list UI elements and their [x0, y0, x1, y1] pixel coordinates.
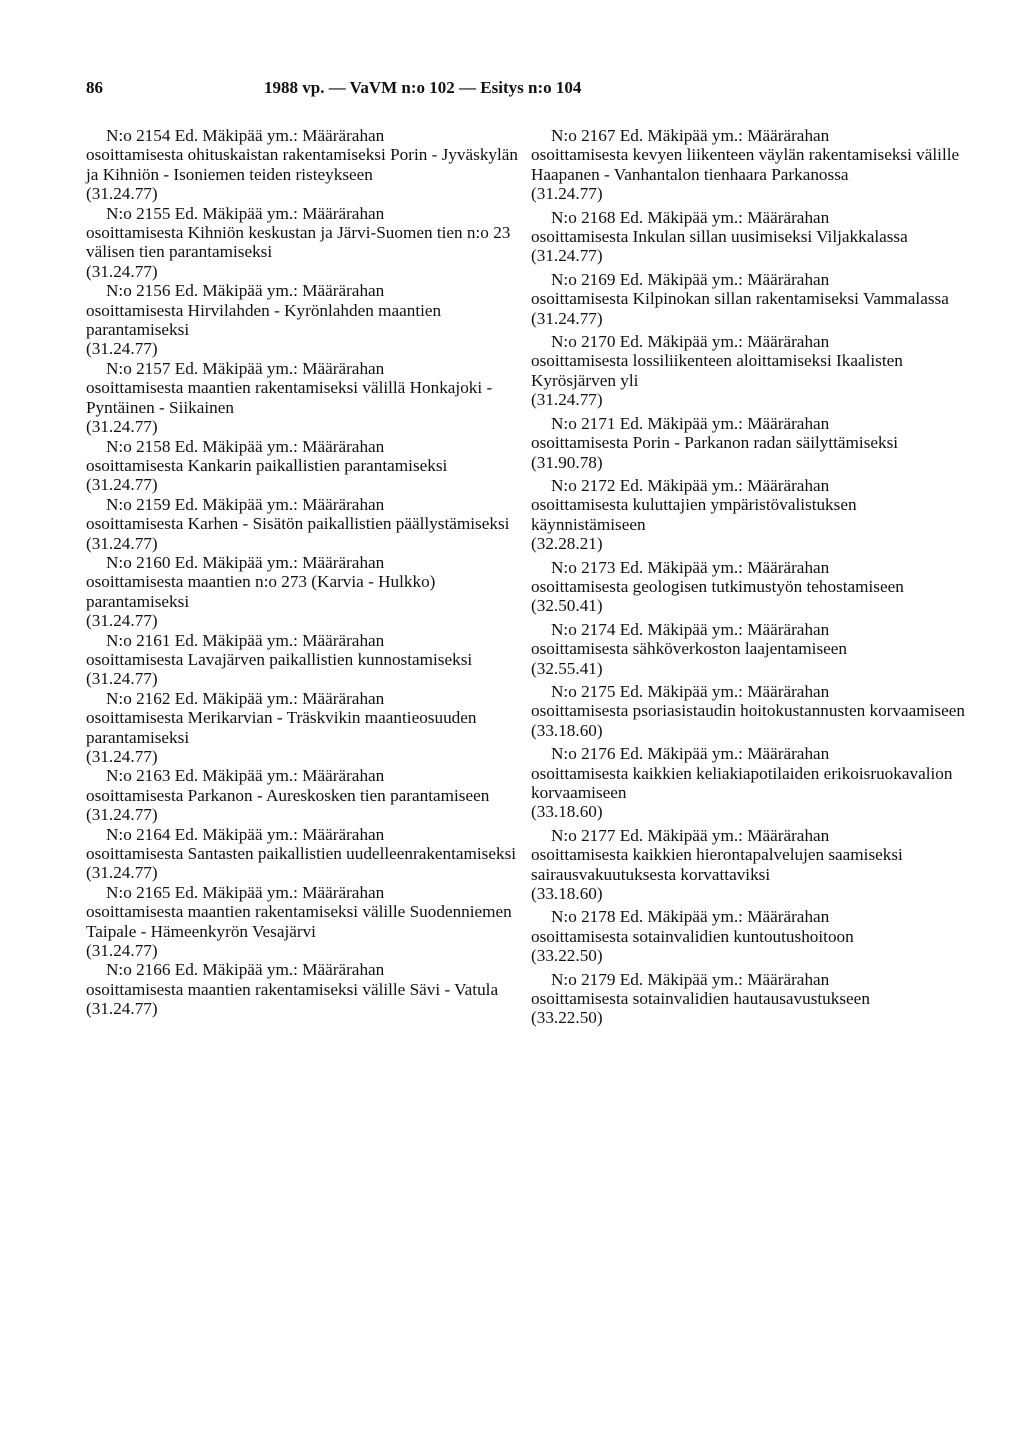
entry-code: (31.90.78)	[531, 452, 603, 472]
entry-body: osoittamisesta psoriasistaudin hoitokustannusten korvaamiseen	[531, 701, 965, 721]
motion-entry	[86, 281, 522, 359]
entry-heading: N:o 2169 Ed. Mäkipää ym.: Määrärahan	[551, 269, 830, 289]
entry-code: (31.24.77)	[86, 999, 158, 1019]
entry-heading: N:o 2170 Ed. Mäkipää ym.: Määrärahan	[551, 332, 830, 352]
entry-code: (31.24.77)	[86, 611, 158, 631]
left-column	[86, 126, 522, 1019]
motion-entry	[531, 476, 967, 554]
entry-body: osoittamisesta kaikkien keliakiapotilaiden erikoisruokavalion korvaamiseen	[531, 763, 953, 802]
entry-code: (31.24.77)	[531, 246, 603, 266]
entry-heading: N:o 2178 Ed. Mäkipää ym.: Määrärahan	[551, 907, 830, 927]
page-number: 86	[86, 78, 103, 97]
entry-body: osoittamisesta Parkanon - Aureskosken tien parantamiseen	[86, 785, 490, 805]
motion-entry	[86, 631, 522, 689]
entry-code: (33.18.60)	[531, 884, 603, 904]
entry-code: (31.24.77)	[86, 533, 158, 553]
entry-heading: N:o 2162 Ed. Mäkipää ym.: Määrärahan	[106, 688, 385, 708]
motion-entry	[86, 883, 522, 961]
entry-code: (31.24.77)	[86, 747, 158, 766]
entry-body: osoittamisesta maantien n:o 273 (Karvia - Hulkko) parantamiseksi	[86, 572, 436, 611]
entry-body: osoittamisesta lossiliikenteen aloittamiseksi Ikaalisten Kyrösjärven yli	[531, 351, 903, 390]
motion-entry	[86, 825, 522, 883]
motion-entry	[86, 204, 522, 282]
entry-heading: N:o 2160 Ed. Mäkipää ym.: Määrärahan	[106, 552, 385, 572]
motion-entry	[531, 126, 967, 204]
entry-heading: N:o 2168 Ed. Mäkipää ym.: Määrärahan	[551, 207, 830, 227]
motion-entry	[86, 689, 522, 767]
motion-entry	[86, 553, 522, 631]
entry-code: (32.55.41)	[531, 658, 603, 678]
entry-body: osoittamisesta sotainvalidien hautausavustukseen	[531, 989, 870, 1009]
entry-body: osoittamisesta sotainvalidien kuntoutushoitoon	[531, 926, 854, 946]
entry-body: osoittamisesta sähköverkoston laajentamiseen	[531, 639, 847, 659]
entry-code: (31.24.77)	[531, 184, 603, 204]
entry-body: osoittamisesta kuluttajien ympäristövalistuksen käynnistämiseen	[531, 495, 857, 534]
entry-body: osoittamisesta kevyen liikenteen väylän rakentamiseksi välille Haapanen - Vanhantalon tienhaara Parkanossa	[531, 145, 960, 184]
entry-code: (33.18.60)	[531, 720, 603, 740]
entry-heading: N:o 2155 Ed. Mäkipää ym.: Määrärahan	[106, 203, 385, 223]
entry-body: osoittamisesta Porin - Parkanon radan säilyttämiseksi	[531, 433, 899, 453]
motion-entry	[86, 359, 522, 437]
entry-heading: N:o 2158 Ed. Mäkipää ym.: Määrärahan	[106, 436, 385, 456]
entry-heading: N:o 2159 Ed. Mäkipää ym.: Määrärahan	[106, 494, 385, 514]
entry-body: osoittamisesta Santasten paikallistien uudelleenrakentamiseksi	[86, 844, 517, 864]
entry-code: (31.24.77)	[86, 339, 158, 359]
motion-entry	[86, 437, 522, 495]
entry-heading: N:o 2154 Ed. Mäkipää ym.: Määrärahan	[106, 126, 385, 145]
entry-code: (31.24.77)	[86, 941, 158, 961]
entry-heading: N:o 2172 Ed. Mäkipää ym.: Määrärahan	[551, 475, 830, 495]
entry-heading: N:o 2173 Ed. Mäkipää ym.: Määrärahan	[551, 557, 830, 577]
motion-entry	[531, 907, 967, 965]
entry-code: (31.24.77)	[86, 863, 158, 883]
entry-code: (31.24.77)	[531, 308, 603, 328]
motion-entry	[86, 126, 522, 204]
motion-entry	[531, 970, 967, 1028]
entry-heading: N:o 2161 Ed. Mäkipää ym.: Määrärahan	[106, 630, 385, 650]
right-column	[531, 126, 967, 1032]
entry-heading: N:o 2176 Ed. Mäkipää ym.: Määrärahan	[551, 744, 830, 764]
entry-heading: N:o 2166 Ed. Mäkipää ym.: Määrärahan	[106, 960, 385, 980]
entry-body: osoittamisesta maantien rakentamiseksi välille Suodenniemen Taipale - Hämeenkyrön Vesajärvi	[86, 902, 512, 941]
entry-body: osoittamisesta Lavajärven paikallistien kunnostamiseksi	[86, 649, 473, 669]
entry-body: osoittamisesta Inkulan sillan uusimiseksi Viljakkalassa	[531, 227, 908, 247]
entry-heading: N:o 2164 Ed. Mäkipää ym.: Määrärahan	[106, 824, 385, 844]
entry-body: osoittamisesta Kihniön keskustan ja Järvi-Suomen tien n:o 23 välisen tien parantamiseksi	[86, 223, 511, 262]
entry-body: osoittamisesta geologisen tutkimustyön tehostamiseen	[531, 576, 904, 596]
entry-heading: N:o 2179 Ed. Mäkipää ym.: Määrärahan	[551, 969, 830, 989]
entry-code: (31.24.77)	[86, 805, 158, 825]
entry-body: osoittamisesta maantien rakentamiseksi välillä Honkajoki - Pyntäinen - Siikainen	[86, 378, 493, 417]
entry-code: (31.24.77)	[86, 261, 158, 281]
entry-heading: N:o 2165 Ed. Mäkipää ym.: Määrärahan	[106, 882, 385, 902]
entry-code: (32.50.41)	[531, 596, 603, 616]
entry-heading: N:o 2163 Ed. Mäkipää ym.: Määrärahan	[106, 766, 385, 786]
entry-body: osoittamisesta ohituskaistan rakentamiseksi Porin - Jyväskylän ja Kihniön - Isoniemen teiden risteykseen	[86, 145, 519, 184]
entry-code: (31.24.77)	[86, 475, 158, 495]
motion-entry	[531, 270, 967, 328]
motion-entry	[531, 558, 967, 616]
motion-entry	[531, 620, 967, 678]
entry-code: (31.24.77)	[86, 184, 158, 204]
entry-code: (31.24.77)	[531, 390, 603, 410]
entry-code: (31.24.77)	[86, 669, 158, 689]
motion-entry	[531, 208, 967, 266]
entry-code: (32.28.21)	[531, 534, 603, 554]
entry-heading: N:o 2156 Ed. Mäkipää ym.: Määrärahan	[106, 281, 385, 301]
entry-body: osoittamisesta kaikkien hierontapalvelujen saamiseksi sairausvakuutuksesta korvattaviksi	[531, 845, 903, 884]
motion-entry	[531, 826, 967, 904]
entry-heading: N:o 2174 Ed. Mäkipää ym.: Määrärahan	[551, 619, 830, 639]
motion-entry	[86, 960, 522, 1018]
entry-code: (31.24.77)	[86, 417, 158, 437]
entry-heading: N:o 2175 Ed. Mäkipää ym.: Määrärahan	[551, 681, 830, 701]
motion-entry	[531, 414, 967, 472]
running-head: 1988 vp. — VaVM n:o 102 — Esitys n:o 104	[264, 78, 582, 97]
entry-body: osoittamisesta Hirvilahden - Kyrönlahden maantien parantamiseksi	[86, 300, 442, 340]
motion-entry	[86, 495, 522, 553]
entry-heading: N:o 2157 Ed. Mäkipää ym.: Määrärahan	[106, 358, 385, 378]
entry-body: osoittamisesta Merikarvian - Träskvikin maantieosuuden parantamiseksi	[86, 708, 477, 747]
entry-body: osoittamisesta Kilpinokan sillan rakentamiseksi Vammalassa	[531, 289, 949, 309]
motion-entry	[86, 766, 522, 824]
entry-heading: N:o 2171 Ed. Mäkipää ym.: Määrärahan	[551, 413, 830, 433]
entry-code: (33.18.60)	[531, 802, 603, 822]
motion-entry	[531, 744, 967, 822]
entry-code: (33.22.50)	[531, 1008, 603, 1028]
entry-body: osoittamisesta Kankarin paikallistien parantamiseksi	[86, 455, 448, 475]
entry-code: (33.22.50)	[531, 946, 603, 966]
motion-entry	[531, 682, 967, 740]
entry-body: osoittamisesta Karhen - Sisätön paikallistien päällystämiseksi	[86, 514, 510, 534]
entry-body: osoittamisesta maantien rakentamiseksi välille Sävi - Vatula	[86, 979, 499, 999]
entry-heading: N:o 2167 Ed. Mäkipää ym.: Määrärahan	[551, 126, 830, 145]
entry-heading: N:o 2177 Ed. Mäkipää ym.: Määrärahan	[551, 825, 830, 845]
motion-entry	[531, 332, 967, 410]
